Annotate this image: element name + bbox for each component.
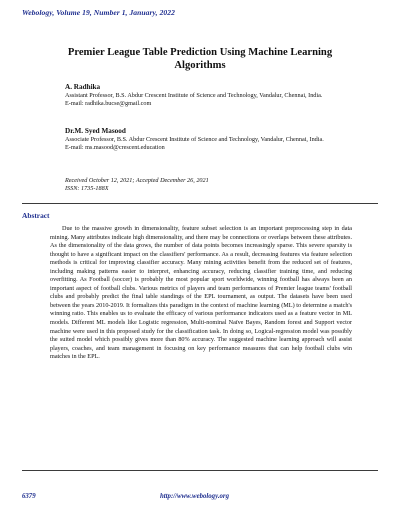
author-email: E-mail: radhika.bucse@gmail.com xyxy=(65,100,152,108)
journal-url: http://www.webology.org xyxy=(160,493,229,500)
author-affiliation: Assistant Professor, B.S. Abdur Crescent Institute of Science and Technology, Vandalur, Chennai, India. xyxy=(65,92,323,99)
abstract-body: Due to the massive growth in dimensionality, feature subset selection is an important preprocessing step in data mining. Many attributes indicate high dimensionality, and there may be connections or overlaps between these attributes. As the dimensionality of the data grows, the number of data points becomes increasingly sparse. This severe sparsity is thought to have a significant impact on the classifiers' performance. As a result, decreasing features via feature selection methods is critical for improving classifier accuracy. Many mining activities benefit from the reduced set of features, including making patterns easier to interpret, enhancing accuracy, reducing classifier training time, and reducing overfitting. As Football (soccer) is probably the most popular sport worldwide, winning football has always been an important aspect of football clubs. Various metrics of players and team performances of Premier league teams' football clubs and probably predict the final table standings of the EPL tournament, as output. The datasets have been used between the years 2010-2019. It formalizes this paradigm in the context of machine learning (ML) to determine a match's winning ratio. This enables us to evaluate the efficacy of various performance indicators used as a feature vector in ML models. Different ML models like Logistic regression, Multi-nominal Naïve Bayes, Random forest and Support vector machine were used in this proposed study for the classification task. In doing so, Logical-regression model was possibly the suited model which possibly gives more than 80% accuracy. The suggested machine learning approach will assist players, coaches, and team management in focusing on key performance measures that can help football clubs win matches in the EPL. xyxy=(50,225,352,361)
issn: ISSN: 1735-188X xyxy=(65,185,109,193)
paper-title-line: Premier League Table Prediction Using Machine Learning xyxy=(67,47,333,58)
author-block xyxy=(65,126,355,153)
publication-dates xyxy=(65,177,209,194)
journal-header: Webology, Volume 19, Number 1, January, 2022 xyxy=(22,8,175,17)
author-affiliation: Associate Professor, B.S. Abdur Crescent Institute of Science and Technology, Vandalur, Chennai, India. xyxy=(65,136,324,143)
page-number: 6379 xyxy=(22,493,36,500)
received-accepted-dates: Received October 12, 2021; Accepted December 26, 2021 xyxy=(65,177,209,184)
abstract-heading: Abstract xyxy=(22,211,50,220)
author-block xyxy=(65,82,355,109)
paper-title-line: Algorithms xyxy=(174,60,226,71)
section-divider xyxy=(22,203,378,204)
footer-divider xyxy=(22,470,378,471)
paper-title xyxy=(40,46,360,72)
author-name: Dr.M. Syed Masood xyxy=(65,127,126,135)
author-email: E-mail: ms.masood@crescent.education xyxy=(65,144,165,152)
author-name: A. Radhika xyxy=(65,83,101,91)
